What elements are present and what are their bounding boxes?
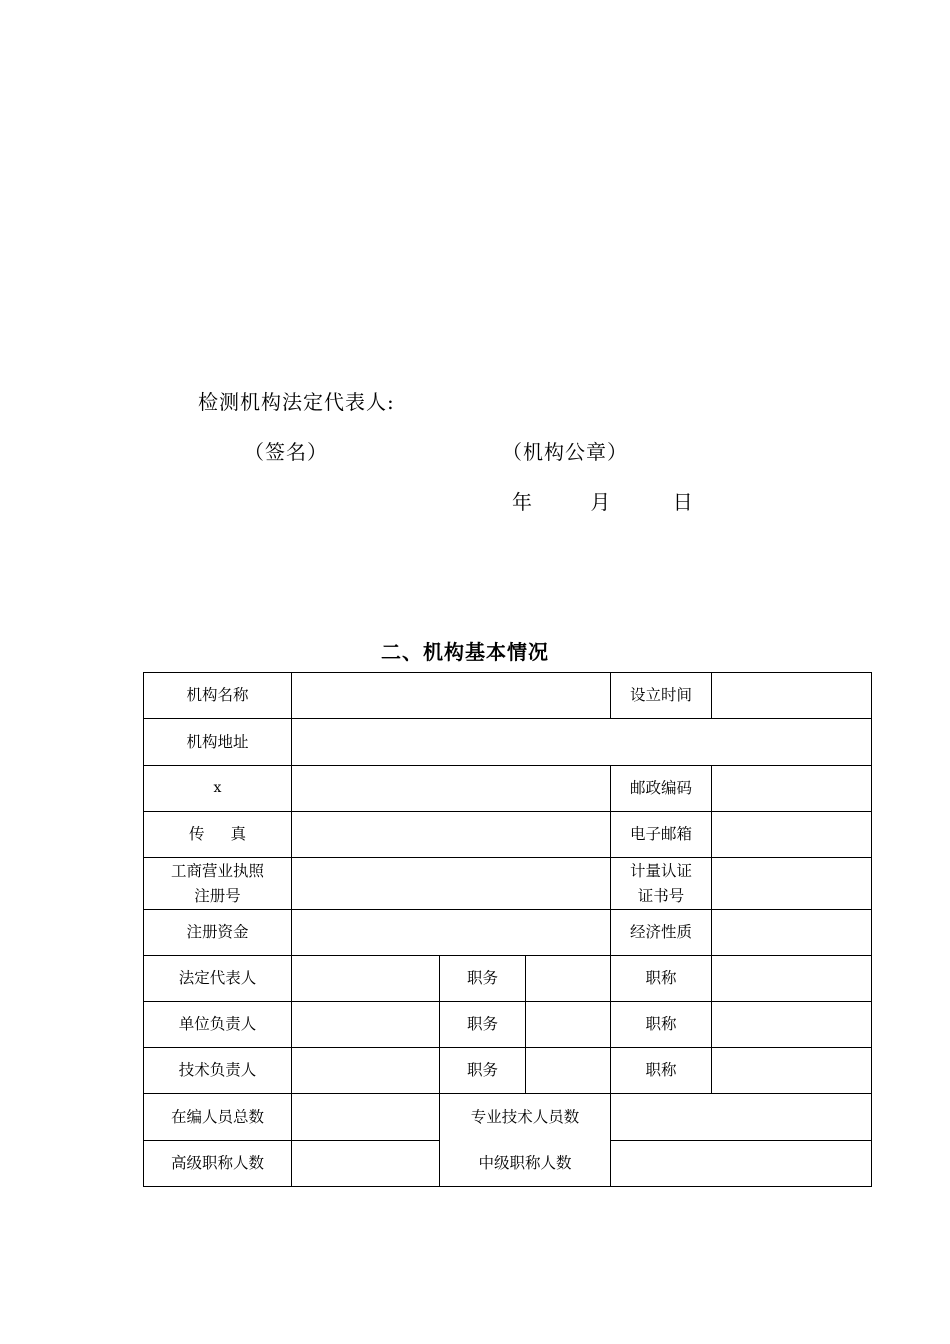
position-label: 职务 [440, 1048, 526, 1094]
postal-code-label: 邮政编码 [611, 766, 712, 812]
established-label: 设立时间 [611, 673, 712, 719]
total-staff-label: 在编人员总数 [144, 1094, 292, 1141]
tech-head-title-field[interactable] [712, 1048, 872, 1094]
phone-field[interactable] [292, 766, 611, 812]
economic-nature-field[interactable] [712, 910, 872, 956]
legal-rep-title-field[interactable] [712, 956, 872, 1002]
postal-code-field[interactable] [712, 766, 872, 812]
metrology-cert-label: 计量认证 证书号 [611, 858, 712, 910]
org-name-field[interactable] [292, 673, 611, 719]
registered-capital-field[interactable] [292, 910, 611, 956]
mid-title-count-label: 中级职称人数 [440, 1141, 611, 1187]
total-staff-field[interactable] [292, 1094, 440, 1141]
table-row [144, 956, 872, 1002]
economic-nature-label: 经济性质 [611, 910, 712, 956]
established-field[interactable] [712, 673, 872, 719]
unit-head-field[interactable] [292, 1002, 440, 1048]
senior-title-count-label: 高级职称人数 [144, 1141, 292, 1187]
org-info-table [143, 672, 872, 1187]
table-row [144, 766, 872, 812]
tech-head-label: 技术负责人 [144, 1048, 292, 1094]
table-row [144, 1048, 872, 1094]
org-address-field[interactable] [292, 719, 872, 766]
phone-label: x [144, 766, 292, 812]
table-row [144, 812, 872, 858]
title-label: 职称 [611, 1002, 712, 1048]
date-day-label: 日 [672, 490, 694, 514]
registered-capital-label: 注册资金 [144, 910, 292, 956]
legal-rep-field[interactable] [292, 956, 440, 1002]
date-year-label: 年 [512, 490, 533, 514]
seal-label: （机构公章） [502, 440, 628, 464]
org-name-label: 机构名称 [144, 673, 292, 719]
table-row [144, 719, 872, 766]
email-field[interactable] [712, 812, 872, 858]
unit-head-label: 单位负责人 [144, 1002, 292, 1048]
legal-representative-label: 检测机构法定代表人: [198, 390, 395, 414]
table-row [144, 910, 872, 956]
title-label: 职称 [611, 956, 712, 1002]
legal-rep-position-field[interactable] [526, 956, 611, 1002]
tech-head-position-field[interactable] [526, 1048, 611, 1094]
table-row [144, 1002, 872, 1048]
metrology-cert-field[interactable] [712, 858, 872, 910]
fax-field[interactable] [292, 812, 611, 858]
business-license-field[interactable] [292, 858, 611, 910]
section-title: 二、机构基本情况 [381, 640, 549, 664]
title-label: 职称 [611, 1048, 712, 1094]
org-address-label: 机构地址 [144, 719, 292, 766]
business-license-label: 工商营业执照 注册号 [144, 858, 292, 910]
senior-title-count-field[interactable] [292, 1141, 440, 1187]
pro-tech-staff-field[interactable] [611, 1094, 872, 1141]
unit-head-position-field[interactable] [526, 1002, 611, 1048]
position-label: 职务 [440, 956, 526, 1002]
email-label: 电子邮箱 [611, 812, 712, 858]
table-row [144, 1141, 872, 1187]
signature-label: （签名） [244, 440, 328, 464]
unit-head-title-field[interactable] [712, 1002, 872, 1048]
legal-rep-label: 法定代表人 [144, 956, 292, 1002]
table-row [144, 1094, 872, 1141]
date-row [512, 486, 694, 515]
table-row [144, 673, 872, 719]
mid-title-count-field[interactable] [611, 1141, 872, 1187]
tech-head-field[interactable] [292, 1048, 440, 1094]
position-label: 职务 [440, 1002, 526, 1048]
table-row [144, 858, 872, 910]
fax-label: 传 真 [144, 812, 292, 858]
date-month-label: 月 [590, 490, 612, 514]
pro-tech-staff-label: 专业技术人员数 [440, 1094, 611, 1141]
